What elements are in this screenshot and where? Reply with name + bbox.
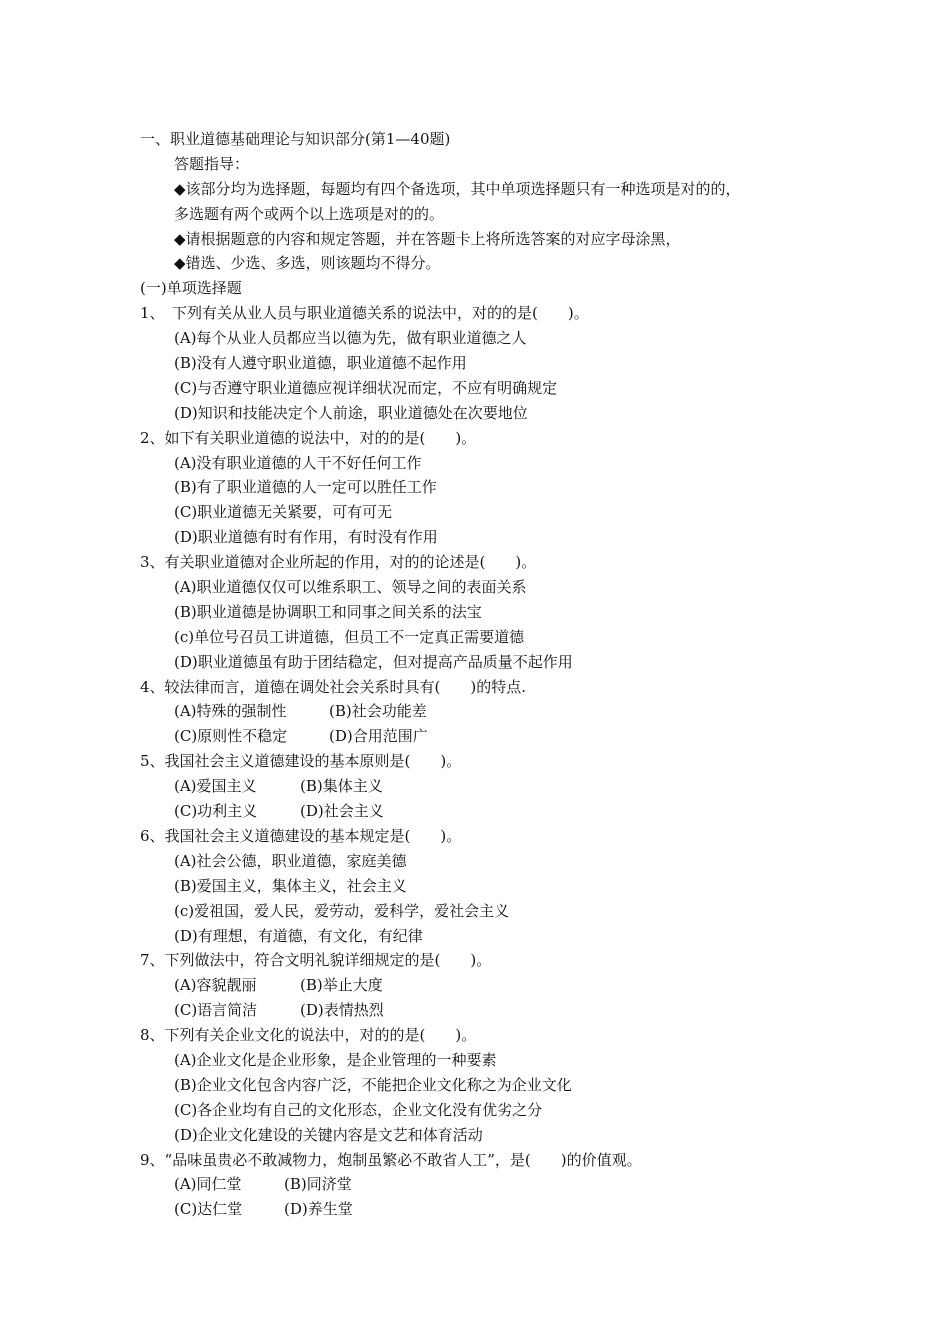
question-option: (c)爱祖国，爱人民，爱劳动，爱科学，爱社会主义 (174, 901, 510, 920)
question-stem: 5、我国社会主义道德建设的基本原则是( )。 (140, 752, 462, 771)
question-stem: 4、较法律而言，道德在调处社会关系时具有( )的特点. (140, 677, 527, 696)
question-option: (B)爱国主义，集体主义，社会主义 (174, 876, 407, 895)
question-option: (C)功利主义 (174, 802, 258, 821)
guide-item: ◆错选、少选、多选，则该题均不得分。 (174, 254, 441, 273)
question-option: (A)特殊的强制性 (174, 702, 287, 721)
question-option: (D)养生堂 (284, 1200, 353, 1219)
question-option: (D)职业道德虽有助于团结稳定，但对提高产品质量不起作用 (174, 652, 573, 671)
question-option: (A)爱国主义 (174, 777, 257, 796)
question-option: (D)社会主义 (300, 802, 384, 821)
guide-item: 多选题有两个或两个以上选项是对的的。 (174, 204, 445, 223)
guide-item: ◆请根据题意的内容和规定答题，并在答题卡上将所选答案的对应字母涂黑， (174, 229, 681, 248)
subsection-title: (一)单项选择题 (140, 279, 242, 298)
question-option: (D)企业文化建设的关键内容是文艺和体育活动 (174, 1125, 483, 1144)
question-option: (C)达仁堂 (174, 1200, 243, 1219)
question-option: (C)各企业均有自己的文化形态，企业文化没有优劣之分 (174, 1100, 543, 1119)
question-option: (A)没有职业道德的人干不好任何工作 (174, 453, 422, 472)
question-stem: 7、下列做法中，符合文明礼貌详细规定的是( )。 (140, 951, 492, 970)
question-option: (C)与否遵守职业道德应视详细状况而定，不应有明确规定 (174, 378, 558, 397)
question-option-row (140, 1197, 840, 1222)
question-option: (B)企业文化包含内容广泛，不能把企业文化称之为企业文化 (174, 1075, 572, 1094)
question-option: (B)同济堂 (284, 1175, 352, 1194)
document-content (140, 127, 840, 1222)
question-option: (c)单位号召员工讲道德，但员工不一定真正需要道德 (174, 627, 525, 646)
question-option: (A)企业文化是企业形象，是企业管理的一种要素 (174, 1050, 497, 1069)
question-option: (D)表情热烈 (300, 1001, 384, 1020)
question-option: (B)社会功能差 (329, 702, 427, 721)
question-stem: 6、我国社会主义道德建设的基本规定是( )。 (140, 826, 462, 845)
question-option-row (140, 973, 840, 998)
question-option: (C)原则性不稳定 (174, 727, 288, 746)
question-option-row (140, 799, 840, 824)
question-option-row (140, 724, 840, 749)
guide-item: ◆该部分均为选择题，每题均有四个备选项，其中单项选择题只有一种选项是对的的， (174, 179, 741, 198)
question-option: (D)职业道德有时有作用，有时没有作用 (174, 528, 438, 547)
question-option: (C)职业道德无关紧要，可有可无 (174, 503, 393, 522)
question-option: (A)社会公德，职业道德，家庭美德 (174, 851, 407, 870)
question-option: (B)有了职业道德的人一定可以胜任工作 (174, 478, 437, 497)
question-stem: 3、有关职业道德对企业所起的作用，对的的论述是( )。 (140, 553, 537, 572)
question-option-row (140, 699, 840, 724)
question-option: (A)每个从业人员都应当以德为先，做有职业道德之人 (174, 329, 527, 348)
guide-label: 答题指导： (174, 154, 250, 173)
section-title: 一、职业道德基础理论与知识部分(第1—40题) (140, 130, 451, 148)
question-stem: 1、 下列有关从业人员与职业道德关系的说法中，对的的是( )。 (140, 304, 589, 323)
question-option: (C)语言简洁 (174, 1001, 258, 1020)
question-option: (D)知识和技能决定个人前途，职业道德处在次要地位 (174, 403, 528, 422)
question-option-row (140, 998, 840, 1023)
question-option: (D)有理想，有道德，有文化，有纪律 (174, 926, 423, 945)
question-option: (B)职业道德是协调职工和同事之间关系的法宝 (174, 602, 482, 621)
question-option: (B)没有人遵守职业道德，职业道德不起作用 (174, 354, 467, 373)
question-option: (A)容貌靓丽 (174, 976, 257, 995)
question-stem: 9、“品味虽贵必不敢减物力，炮制虽繁必不敢省人工”，是( )的价值观。 (140, 1150, 642, 1169)
question-option-row (140, 774, 840, 799)
question-option: (A)职业道德仅仅可以维系职工、领导之间的表面关系 (174, 578, 527, 597)
question-stem: 2、如下有关职业道德的说法中，对的的是( )。 (140, 428, 477, 447)
question-stem: 8、下列有关企业文化的说法中，对的的是( )。 (140, 1026, 477, 1045)
question-option-row (140, 1172, 840, 1197)
question-option: (A)同仁堂 (174, 1175, 242, 1194)
question-option: (B)举止大度 (300, 976, 383, 995)
question-option: (B)集体主义 (300, 777, 383, 796)
question-option: (D)合用范围广 (329, 727, 428, 746)
